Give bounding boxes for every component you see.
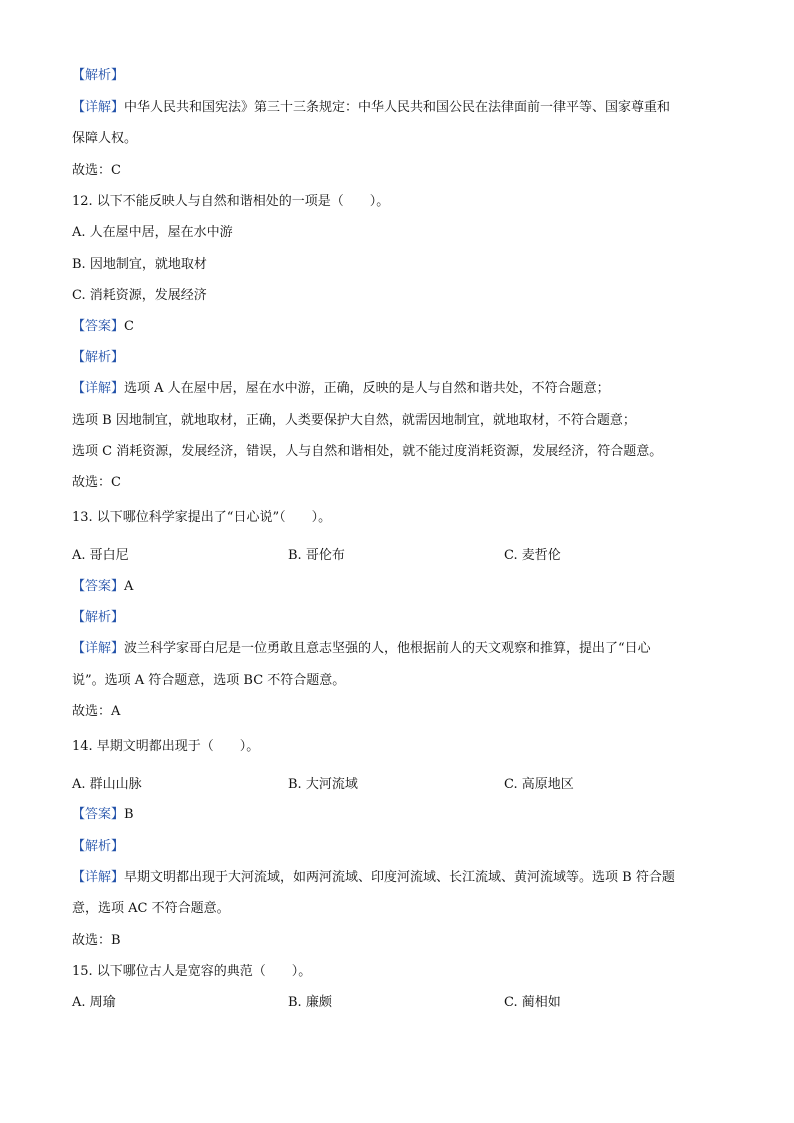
q13-detail-line2: 说”。选项 A 符合题意，选项 BC 不符合题意。 — [72, 673, 346, 688]
q12-stem: 12. 以下不能反映人与自然和谐相处的一项是（ ）。 — [72, 194, 390, 209]
q11-detail-text1: 中华人民共和国宪法》第三十三条规定：中华人民共和国公民在法律面前一律平等、国家尊重和 — [124, 100, 671, 115]
q13-option-a: A. 哥白尼 — [72, 548, 129, 563]
q12-detail-tag: 【详解】 — [72, 381, 125, 396]
q15-stem: 15. 以下哪位古人是宽容的典范（ ）。 — [72, 964, 312, 979]
q11-analysis-heading: 【解析】 — [72, 68, 125, 83]
q12-choice: 故选：C — [72, 475, 121, 490]
q11-detail-line1 — [72, 99, 734, 117]
q14-answer-value: B — [124, 807, 134, 822]
q14-analysis-heading: 【解析】 — [72, 839, 125, 854]
q13-option-b: B. 哥伦布 — [288, 548, 345, 563]
q14-detail-line1 — [72, 869, 734, 887]
q14-answer — [72, 806, 734, 824]
q13-answer-value: A — [124, 579, 134, 594]
q14-option-c: C. 高原地区 — [504, 777, 574, 792]
q12-answer-tag: 【答案】 — [72, 319, 125, 334]
q12-analysis-heading: 【解析】 — [72, 350, 125, 365]
q14-option-a: A. 群山山脉 — [72, 777, 142, 792]
q13-detail-text1: 波兰科学家哥白尼是一位勇敢且意志坚强的人，他根据前人的天文观察和推算，提出了“日心 — [124, 641, 651, 656]
q13-detail-line1 — [72, 640, 734, 658]
q14-detail-tag: 【详解】 — [72, 870, 125, 885]
q14-answer-tag: 【答案】 — [72, 807, 125, 822]
q12-answer-value: C — [124, 319, 134, 334]
q12-detail-line2: 选项 B 因地制宜，就地取材，正确，人类要保护大自然，就需因地制宜，就地取材，不符合题意； — [72, 413, 636, 428]
q14-detail-line2: 意，选项 AC 不符合题意。 — [72, 901, 230, 916]
q12-answer — [72, 318, 734, 336]
q12-option-a: A. 人在屋中居，屋在水中游 — [72, 225, 233, 240]
q13-answer — [72, 578, 734, 596]
q11-choice: 故选：C — [72, 163, 121, 178]
q15-option-a: A. 周瑜 — [72, 995, 116, 1010]
q13-answer-tag: 【答案】 — [72, 579, 125, 594]
q11-detail-line2: 保障人权。 — [72, 131, 138, 146]
q14-choice: 故选：B — [72, 933, 121, 948]
q13-choice: 故选：A — [72, 704, 121, 719]
q12-option-b: B. 因地制宜，就地取材 — [72, 257, 207, 272]
q15-option-c: C. 蔺相如 — [504, 995, 561, 1010]
q13-detail-tag: 【详解】 — [72, 641, 125, 656]
q11-detail-tag: 【详解】 — [72, 100, 125, 115]
q12-detail-line1 — [72, 380, 734, 398]
q13-analysis-heading: 【解析】 — [72, 610, 125, 625]
q14-option-b: B. 大河流域 — [288, 777, 358, 792]
q12-detail-text1: 选项 A 人在屋中居，屋在水中游，正确，反映的是人与自然和谐共处，不符合题意； — [124, 381, 610, 396]
q14-stem: 14. 早期文明都出现于（ ）。 — [72, 739, 260, 754]
q14-detail-text1: 早期文明都出现于大河流域，如两河流域、印度河流域、长江流域、黄河流域等。选项 B 符合题 — [124, 870, 675, 885]
q15-option-b: B. 廉颇 — [288, 995, 332, 1010]
q12-option-c: C. 消耗资源，发展经济 — [72, 288, 207, 303]
q13-option-c: C. 麦哲伦 — [504, 548, 561, 563]
q12-detail-line3: 选项 C 消耗资源，发展经济，错误，人与自然和谐相处，就不能过度消耗资源，发展经济，符合题意。 — [72, 444, 663, 459]
q13-stem: 13. 以下哪位科学家提出了“日心说”（ ）。 — [72, 510, 332, 525]
